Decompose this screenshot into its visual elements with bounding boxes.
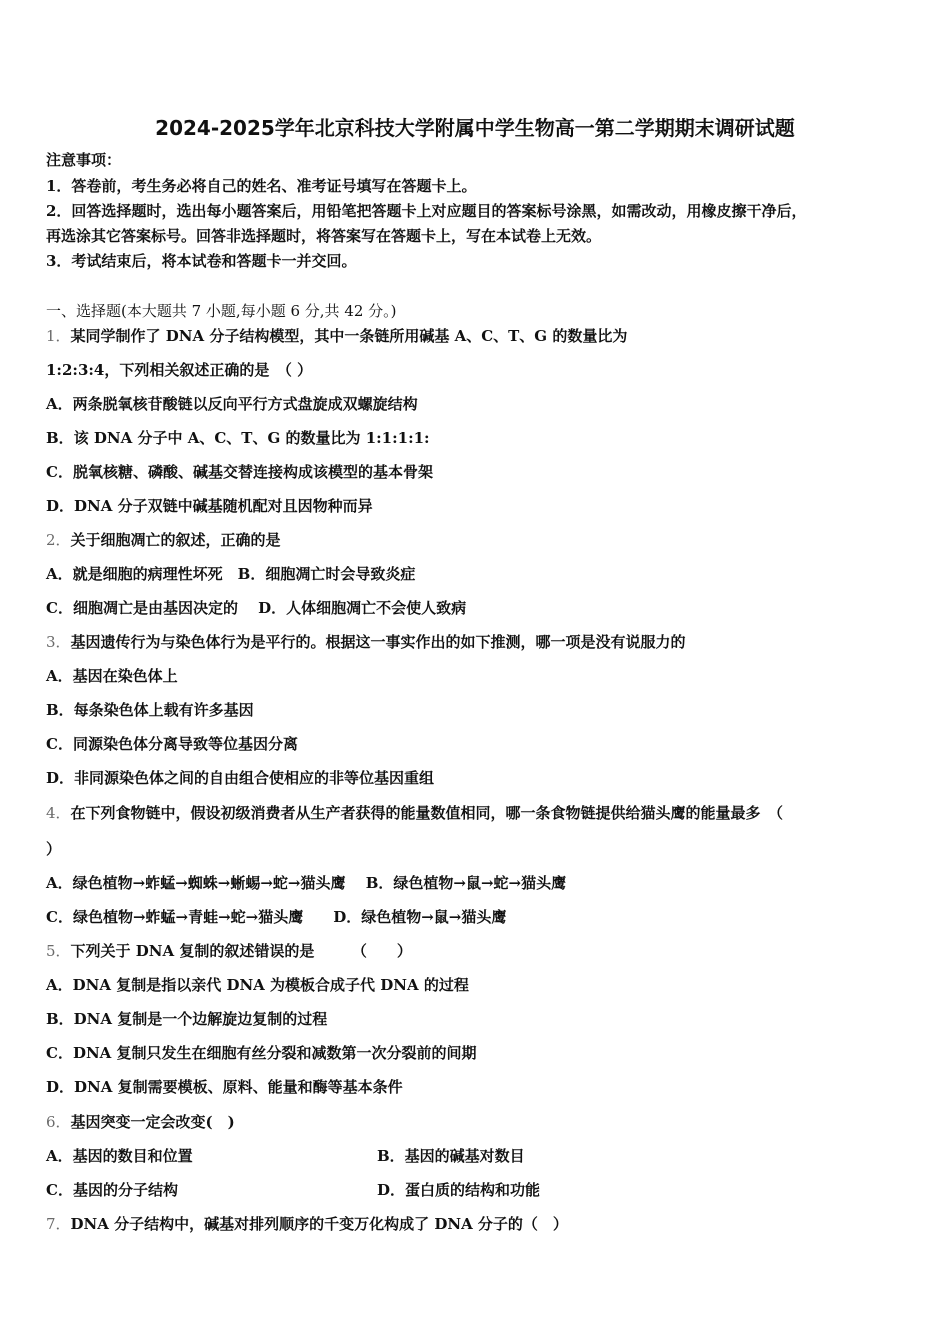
question-4 bbox=[46, 803, 783, 823]
question-number: 5． bbox=[46, 942, 71, 960]
question-3 bbox=[46, 632, 686, 652]
question-stem: 关于细胞凋亡的叙述，正确的是 bbox=[70, 531, 281, 549]
option-line: D．DNA 复制需要模板、原料、能量和酶等基本条件 bbox=[46, 1078, 403, 1096]
option-line: C．绿色植物→蚱蜢→青蛙→蛇→猫头鹰 D．绿色植物→鼠→猫头鹰 bbox=[46, 908, 507, 926]
question-number: 6． bbox=[46, 1113, 71, 1131]
question-stem: 基因突变一定会改变( ) bbox=[70, 1113, 235, 1131]
option-line: C．细胞凋亡是由基因决定的 D．人体细胞凋亡不会使人致病 bbox=[46, 599, 467, 617]
option-line: C．基因的分子结构 bbox=[46, 1181, 178, 1199]
option-line: A．DNA 复制是指以亲代 DNA 为模板合成子代 DNA 的过程 bbox=[46, 976, 469, 994]
question-stem: 某同学制作了 DNA 分子结构模型，其中一条链所用碱基 A、C、T、G 的数量比为 bbox=[70, 327, 628, 345]
option-line: C．脱氧核糖、磷酸、碱基交替连接构成该模型的基本骨架 bbox=[46, 463, 433, 481]
question-1 bbox=[46, 326, 627, 346]
notice-item: 1．答卷前，考生务必将自己的姓名、准考证号填写在答题卡上。 bbox=[46, 177, 477, 195]
option-line: B．该 DNA 分子中 A、C、T、G 的数量比为 1:1:1:1: bbox=[46, 429, 430, 447]
question-number: 3． bbox=[46, 633, 71, 651]
option-line: D．非同源染色体之间的自由组合使相应的非等位基因重组 bbox=[46, 769, 435, 787]
option-line: D．蛋白质的结构和功能 bbox=[377, 1181, 541, 1199]
notice-heading: 注意事项： bbox=[46, 151, 122, 169]
question-stem: 基因遗传行为与染色体行为是平行的。根据这一事实作出的如下推测，哪一项是没有说服力的 bbox=[70, 633, 686, 651]
notice-item: 2．回答选择题时，选出每小题答案后，用铅笔把答题卡上对应题目的答案标号涂黑，如需改动，用橡皮擦干净后， bbox=[46, 202, 807, 220]
question-6 bbox=[46, 1112, 235, 1132]
question-stem: 在下列食物链中，假设初级消费者从生产者获得的能量数值相同，哪一条食物链提供给猫头鹰的能量最多 （ bbox=[70, 804, 784, 822]
option-line: A．就是细胞的病理性坏死 B．细胞凋亡时会导致炎症 bbox=[46, 565, 416, 583]
question-stem: 下列关于 DNA 复制的叙述错误的是 （ ） bbox=[70, 942, 412, 960]
question-number: 1． bbox=[46, 327, 71, 345]
option-line: B．每条染色体上载有许多基因 bbox=[46, 701, 254, 719]
option-line: D．DNA 分子双链中碱基随机配对且因物种而异 bbox=[46, 497, 373, 515]
question-number: 2． bbox=[46, 531, 71, 549]
option-line: A．基因在染色体上 bbox=[46, 667, 178, 685]
question-stem: DNA 分子结构中，碱基对排列顺序的千变万化构成了 DNA 分子的（ ） bbox=[70, 1215, 568, 1233]
question-number: 7． bbox=[46, 1215, 71, 1233]
option-line: A．绿色植物→蚱蜢→蜘蛛→蜥蜴→蛇→猫头鹰 B．绿色植物→鼠→蛇→猫头鹰 bbox=[46, 874, 567, 892]
notice-item: 3．考试结束后，将本试卷和答题卡一并交回。 bbox=[46, 252, 357, 270]
question-7 bbox=[46, 1214, 568, 1234]
question-stem: ） bbox=[46, 840, 62, 858]
question-2 bbox=[46, 530, 281, 550]
option-line: B．DNA 复制是一个边解旋边复制的过程 bbox=[46, 1010, 328, 1028]
question-stem: 1:2:3:4，下列相关叙述正确的是 （ ） bbox=[46, 361, 313, 379]
option-line: C．DNA 复制只发生在细胞有丝分裂和减数第一次分裂前的间期 bbox=[46, 1044, 477, 1062]
option-line: C．同源染色体分离导致等位基因分离 bbox=[46, 735, 298, 753]
section-heading: 一、选择题(本大题共 7 小题,每小题 6 分,共 42 分。) bbox=[46, 302, 397, 320]
notice-item: 再选涂其它答案标号。回答非选择题时，将答案写在答题卡上，写在本试卷上无效。 bbox=[46, 227, 602, 245]
page-title: 2024-2025学年北京科技大学附属中学生物高一第二学期期末调研试题 bbox=[155, 116, 795, 140]
question-5 bbox=[46, 941, 412, 961]
option-line: B．基因的碱基对数目 bbox=[377, 1147, 525, 1165]
option-line: A．基因的数目和位置 bbox=[46, 1147, 193, 1165]
question-number: 4． bbox=[46, 804, 71, 822]
option-line: A．两条脱氧核苷酸链以反向平行方式盘旋成双螺旋结构 bbox=[46, 395, 418, 413]
